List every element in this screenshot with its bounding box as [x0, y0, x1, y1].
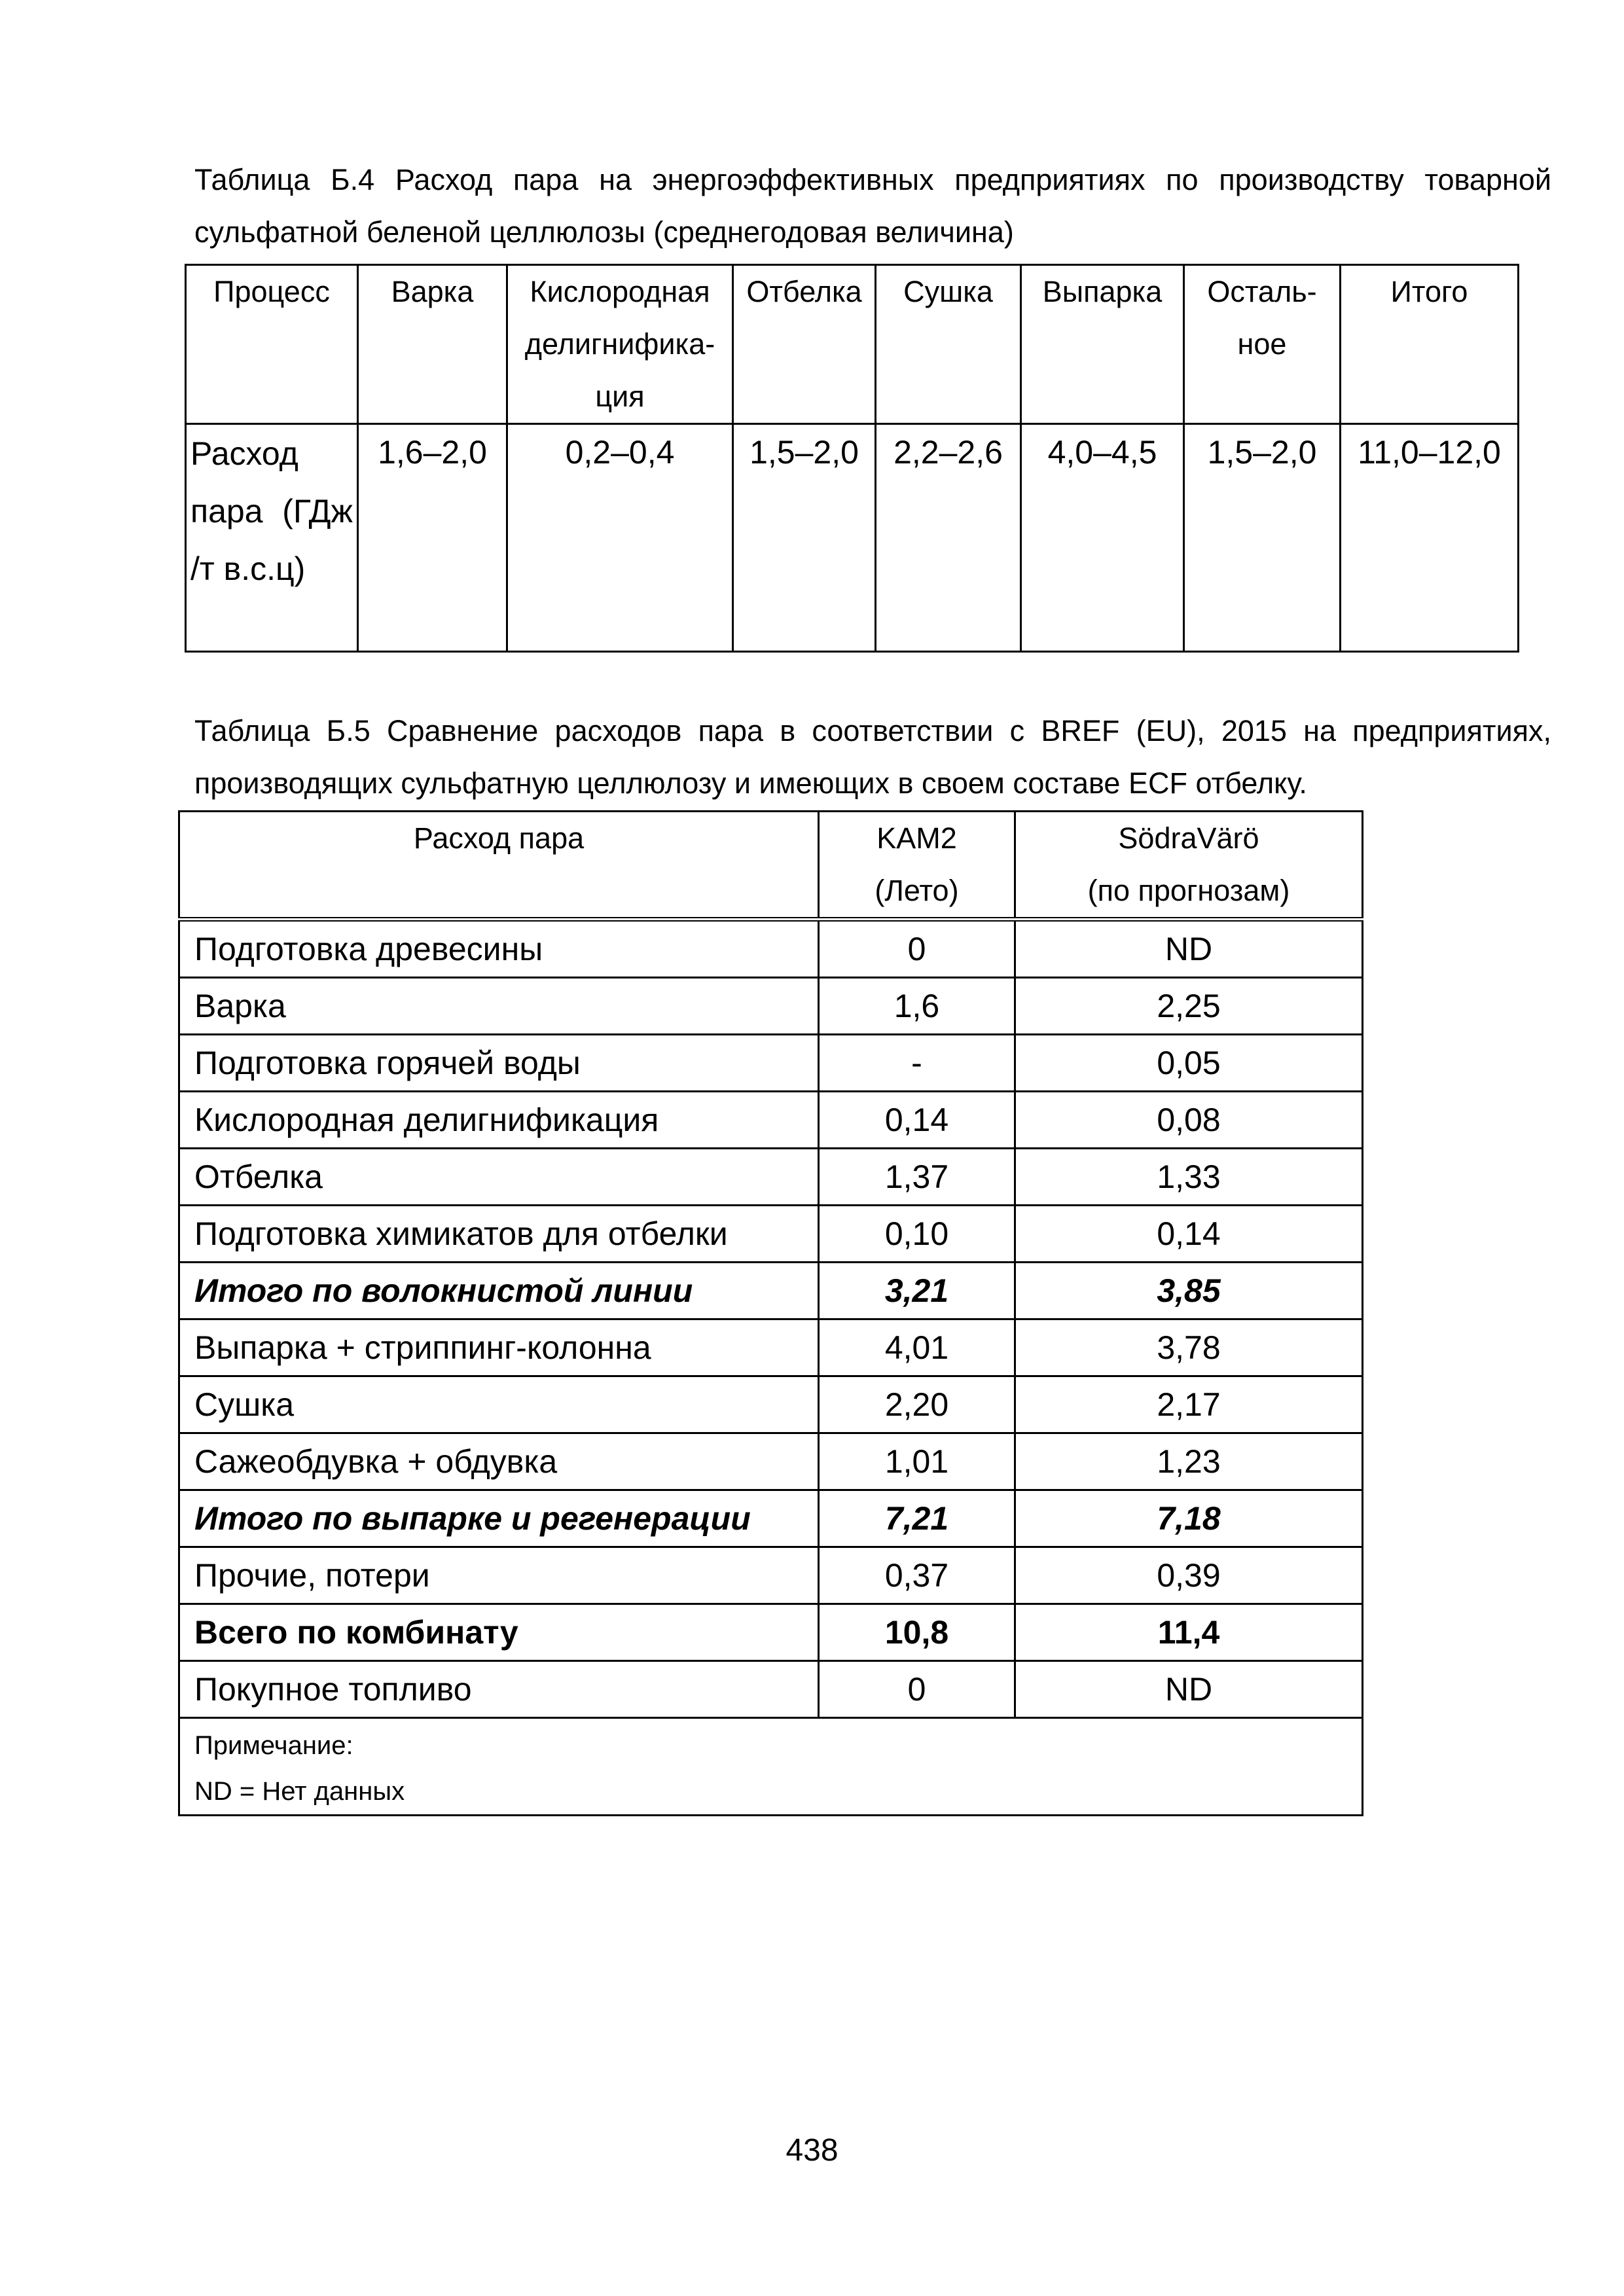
table-b5-header-kam2-note: (Лето) — [875, 874, 959, 907]
row-label: Подготовка горячей воды — [179, 1035, 819, 1092]
table-b4-cell: 2,2–2,6 — [876, 424, 1021, 652]
table-b4-header-cell: Отбелка — [733, 265, 876, 424]
table-row — [179, 1035, 1363, 1092]
table-row — [179, 920, 1363, 978]
kam2-value: 3,21 — [819, 1263, 1015, 1319]
table-b5-header-kam2 — [819, 812, 1015, 920]
table-b4-cell: 11,0–12,0 — [1341, 424, 1519, 652]
table-row-total — [179, 1604, 1363, 1661]
table-b4-cell: 0,2–0,4 — [507, 424, 733, 652]
sodra-value: 0,05 — [1015, 1035, 1363, 1092]
table-row — [179, 1661, 1363, 1718]
table-b4-row-label: Расход пара (ГДж /т в.с.ц) — [186, 424, 358, 652]
kam2-value: - — [819, 1035, 1015, 1092]
table-row — [179, 1319, 1363, 1376]
sodra-value: 0,39 — [1015, 1547, 1363, 1604]
row-label: Покупное топливо — [179, 1661, 819, 1718]
row-label: Отбелка — [179, 1149, 819, 1206]
table-note-row — [179, 1718, 1363, 1816]
kam2-value: 2,20 — [819, 1376, 1015, 1433]
table-row-subtotal — [179, 1263, 1363, 1319]
table-note — [179, 1718, 1363, 1816]
table-row — [179, 1206, 1363, 1263]
kam2-value: 1,6 — [819, 978, 1015, 1035]
table-b4-header-cell: Процесс — [186, 265, 358, 424]
table-b4-caption: Таблица Б.4 Расход пара на энергоэффективных предприятиях по производству товарной сульфатной беленой целлюлозы (среднегодовая величина) — [194, 163, 1551, 249]
row-label: Итого по выпарке и регенерации — [179, 1490, 819, 1547]
table-b4-header-cell: Сушка — [876, 265, 1021, 424]
table-b4-cell: 4,0–4,5 — [1021, 424, 1184, 652]
table-b4-header-cell: Варка — [358, 265, 507, 424]
sodra-value: 7,18 — [1015, 1490, 1363, 1547]
row-label: Сажеобдувка + обдувка — [179, 1433, 819, 1490]
table-b5-header-kam2-name: KAM2 — [876, 821, 957, 855]
note-title: Примечание: — [194, 1731, 353, 1760]
row-label: Сушка — [179, 1376, 819, 1433]
sodra-value: 1,33 — [1015, 1149, 1363, 1206]
sodra-value: ND — [1015, 920, 1363, 978]
table-row — [179, 1149, 1363, 1206]
table-b4-header-cell: Осталь- ное — [1184, 265, 1341, 424]
table-b4-header-row — [186, 265, 1519, 424]
table-row-subtotal — [179, 1490, 1363, 1547]
table-row — [179, 1092, 1363, 1149]
table-row — [179, 978, 1363, 1035]
table-row — [179, 1376, 1363, 1433]
page-number: 438 — [785, 2133, 839, 2168]
table-b4-header-cell: Итого — [1341, 265, 1519, 424]
row-label: Прочие, потери — [179, 1547, 819, 1604]
kam2-value: 0,37 — [819, 1547, 1015, 1604]
table-b4-cell: 1,6–2,0 — [358, 424, 507, 652]
row-label: Подготовка химикатов для отбелки — [179, 1206, 819, 1263]
kam2-value: 0 — [819, 920, 1015, 978]
table-b5 — [178, 810, 1363, 1816]
table-b5-header-sodra — [1015, 812, 1363, 920]
table-row — [179, 1433, 1363, 1490]
sodra-value: 0,14 — [1015, 1206, 1363, 1263]
row-label: Подготовка древесины — [179, 920, 819, 978]
kam2-value: 4,01 — [819, 1319, 1015, 1376]
sodra-value: ND — [1015, 1661, 1363, 1718]
sodra-value: 11,4 — [1015, 1604, 1363, 1661]
kam2-value: 1,37 — [819, 1149, 1015, 1206]
kam2-value: 0 — [819, 1661, 1015, 1718]
table-b4 — [185, 264, 1519, 653]
table-b4-header-cell: Выпарка — [1021, 265, 1184, 424]
table-b4-cell: 1,5–2,0 — [733, 424, 876, 652]
sodra-value: 3,78 — [1015, 1319, 1363, 1376]
row-label: Кислородная делигнификация — [179, 1092, 819, 1149]
row-label: Всего по комбинату — [179, 1604, 819, 1661]
table-b5-header-row — [179, 812, 1363, 920]
kam2-value: 1,01 — [819, 1433, 1015, 1490]
table-b4-data-row — [186, 424, 1519, 652]
sodra-value: 0,08 — [1015, 1092, 1363, 1149]
sodra-value: 2,17 — [1015, 1376, 1363, 1433]
row-label: Итого по волокнистой линии — [179, 1263, 819, 1319]
kam2-value: 0,14 — [819, 1092, 1015, 1149]
table-b4-header-cell: Кислородная делигнифика- ция — [507, 265, 733, 424]
sodra-value: 3,85 — [1015, 1263, 1363, 1319]
row-label: Выпарка + стриппинг-колонна — [179, 1319, 819, 1376]
table-row — [179, 1547, 1363, 1604]
kam2-value: 10,8 — [819, 1604, 1015, 1661]
note-text: ND = Нет данных — [194, 1777, 405, 1806]
table-b5-header-label: Расход пара — [179, 812, 819, 920]
table-b5-header-sodra-note: (по прогнозам) — [1087, 874, 1290, 907]
sodra-value: 2,25 — [1015, 978, 1363, 1035]
kam2-value: 7,21 — [819, 1490, 1015, 1547]
row-label: Варка — [179, 978, 819, 1035]
table-b5-header-sodra-name: SödraVärö — [1118, 821, 1259, 855]
table-b4-cell: 1,5–2,0 — [1184, 424, 1341, 652]
table-b5-caption: Таблица Б.5 Сравнение расходов пара в соответствии с BREF (EU), 2015 на предприятиях, производящих сульфатную целлюлозу и имеющих в своем составе ECF отбелку. — [194, 714, 1551, 800]
kam2-value: 0,10 — [819, 1206, 1015, 1263]
sodra-value: 1,23 — [1015, 1433, 1363, 1490]
